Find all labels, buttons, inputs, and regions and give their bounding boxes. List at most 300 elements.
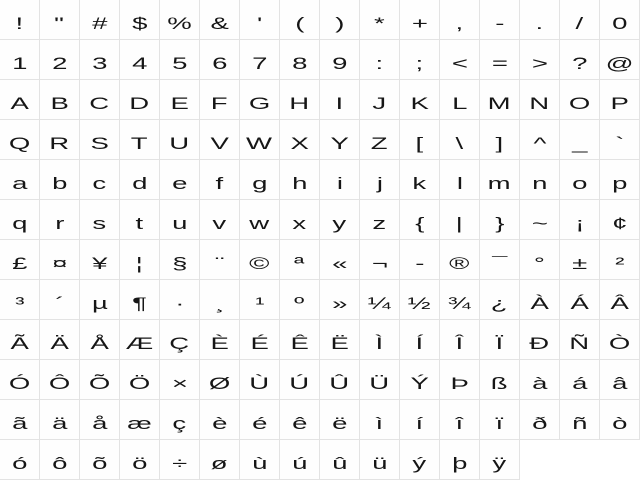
glyph-cell-r6-c6 <box>200 200 240 240</box>
glyph-cell-r5-c2 <box>40 160 80 200</box>
glyph-cell-r2-c14 <box>520 40 560 80</box>
glyph-character: Å <box>90 334 109 353</box>
glyph-cell-r10-c1 <box>0 360 40 400</box>
glyph-character: Y <box>330 134 349 153</box>
glyph-cell-r8-c14 <box>520 280 560 320</box>
glyph-character: ò <box>611 414 628 433</box>
glyph-cell-r4-c16 <box>600 120 640 160</box>
glyph-character: D <box>129 94 150 113</box>
glyph-character: . <box>535 14 544 33</box>
glyph-cell-r10-c6 <box>200 360 240 400</box>
glyph-character: d <box>131 174 148 193</box>
glyph-character: â <box>611 374 628 393</box>
glyph-cell-r9-c7 <box>240 320 280 360</box>
glyph-character: { <box>414 214 425 233</box>
glyph-character: h <box>291 174 308 193</box>
glyph-cell-r11-c1 <box>0 400 40 440</box>
glyph-character: e <box>171 174 188 193</box>
glyph-cell-r7-c2 <box>40 240 80 280</box>
glyph-cell-r5-c5 <box>160 160 200 200</box>
glyph-cell-r2-c5 <box>160 40 200 80</box>
glyph-cell-r9-c14 <box>520 320 560 360</box>
glyph-character: = <box>491 54 508 73</box>
glyph-cell-r8-c6 <box>200 280 240 320</box>
glyph-cell-r8-c11 <box>400 280 440 320</box>
glyph-character: r <box>54 214 65 233</box>
glyph-character: m <box>488 174 511 193</box>
glyph-cell-r11-c3 <box>80 400 120 440</box>
glyph-cell-r2-c15 <box>560 40 600 80</box>
glyph-cell-r4-c13 <box>480 120 520 160</box>
glyph-cell-r3-c5 <box>160 80 200 120</box>
glyph-character: « <box>331 254 348 273</box>
glyph-cell-r10-c5 <box>160 360 200 400</box>
glyph-cell-r8-c1 <box>0 280 40 320</box>
glyph-cell-r12-c1 <box>0 440 40 480</box>
glyph-cell-r3-c7 <box>240 80 280 120</box>
glyph-cell-r1-c3 <box>80 0 120 40</box>
glyph-character: ø <box>211 454 228 473</box>
glyph-character: # <box>91 14 108 33</box>
glyph-cell-r4-c2 <box>40 120 80 160</box>
glyph-cell-r5-c12 <box>440 160 480 200</box>
glyph-character: w <box>249 214 270 233</box>
glyph-character: ² <box>614 254 625 273</box>
glyph-cell-r6-c2 <box>40 200 80 240</box>
glyph-cell-r10-c14 <box>520 360 560 400</box>
glyph-character: Ã <box>10 334 29 353</box>
glyph-character: ± <box>571 254 588 273</box>
glyph-character: þ <box>451 454 468 473</box>
glyph-character: ß <box>491 374 508 393</box>
glyph-cell-r6-c3 <box>80 200 120 240</box>
glyph-cell-r3-c10 <box>360 80 400 120</box>
glyph-cell-r1-c15 <box>560 0 600 40</box>
glyph-cell-r8-c2 <box>40 280 80 320</box>
glyph-cell-r3-c4 <box>120 80 160 120</box>
glyph-cell-r5-c16 <box>600 160 640 200</box>
glyph-character: Ä <box>50 334 69 353</box>
glyph-cell-r6-c10 <box>360 200 400 240</box>
glyph-cell-r8-c13 <box>480 280 520 320</box>
glyph-cell-r8-c5 <box>160 280 200 320</box>
glyph-cell-r5-c15 <box>560 160 600 200</box>
glyph-character: T <box>131 134 148 153</box>
glyph-character: ÿ <box>492 454 507 473</box>
glyph-character: Þ <box>450 374 469 393</box>
glyph-cell-r8-c10 <box>360 280 400 320</box>
glyph-cell-r8-c4 <box>120 280 160 320</box>
glyph-character: E <box>170 94 189 113</box>
glyph-character: ^ <box>533 134 546 153</box>
glyph-cell-r5-c13 <box>480 160 520 200</box>
glyph-character: V <box>210 134 229 153</box>
glyph-character: ° <box>533 254 546 273</box>
glyph-cell-r2-c4 <box>120 40 160 80</box>
glyph-character: ê <box>291 414 308 433</box>
glyph-cell-r2-c2 <box>40 40 80 80</box>
glyph-character: ½ <box>408 294 431 313</box>
glyph-character: ç <box>172 414 187 433</box>
glyph-character: W <box>246 134 273 153</box>
glyph-character: ) <box>334 14 345 33</box>
glyph-character: § <box>171 254 188 273</box>
glyph-character: R <box>49 134 70 153</box>
glyph-character: ` <box>614 134 625 153</box>
glyph-cell-r9-c11 <box>400 320 440 360</box>
glyph-character: ] <box>495 134 504 153</box>
glyph-cell-r3-c14 <box>520 80 560 120</box>
glyph-cell-r1-c16 <box>600 0 640 40</box>
glyph-cell-r1-c10 <box>360 0 400 40</box>
glyph-cell-r12-c9 <box>320 440 360 480</box>
glyph-character: 1 <box>11 54 28 73</box>
glyph-cell-r8-c9 <box>320 280 360 320</box>
glyph-cell-r3-c15 <box>560 80 600 120</box>
glyph-character: ¥ <box>91 254 108 273</box>
glyph-cell-r9-c16 <box>600 320 640 360</box>
glyph-cell-r10-c12 <box>440 360 480 400</box>
glyph-character: l <box>456 174 463 193</box>
glyph-cell-r8-c8 <box>280 280 320 320</box>
glyph-character: o <box>571 174 588 193</box>
glyph-character: ³ <box>14 294 25 313</box>
glyph-character: ~ <box>531 214 548 233</box>
glyph-character: ý <box>412 454 427 473</box>
glyph-cell-r7-c1 <box>0 240 40 280</box>
glyph-cell-r12-c7 <box>240 440 280 480</box>
glyph-character: < <box>451 54 468 73</box>
glyph-cell-r7-c9 <box>320 240 360 280</box>
glyph-cell-r9-c6 <box>200 320 240 360</box>
glyph-cell-r1-c5 <box>160 0 200 40</box>
glyph-cell-r6-c1 <box>0 200 40 240</box>
glyph-character: _ <box>571 134 588 153</box>
glyph-cell-r5-c14 <box>520 160 560 200</box>
glyph-character: k <box>412 174 427 193</box>
glyph-character: | <box>455 214 464 233</box>
glyph-cell-r4-c12 <box>440 120 480 160</box>
glyph-character: ( <box>294 14 305 33</box>
glyph-cell-r5-c11 <box>400 160 440 200</box>
glyph-cell-r3-c6 <box>200 80 240 120</box>
glyph-character: ¶ <box>132 294 147 313</box>
glyph-character: ä <box>51 414 68 433</box>
glyph-character: Î <box>455 334 464 353</box>
glyph-cell-r9-c15 <box>560 320 600 360</box>
glyph-character: * <box>374 14 385 33</box>
glyph-cell-r9-c10 <box>360 320 400 360</box>
glyph-cell-r2-c11 <box>400 40 440 80</box>
glyph-character: u <box>171 214 188 233</box>
glyph-character: % <box>167 14 192 33</box>
glyph-character: æ <box>127 414 152 433</box>
glyph-cell-r11-c13 <box>480 400 520 440</box>
glyph-character: y <box>332 214 347 233</box>
glyph-cell-r1-c11 <box>400 0 440 40</box>
glyph-character: " <box>54 14 65 33</box>
glyph-cell-r3-c3 <box>80 80 120 120</box>
glyph-cell-r5-c6 <box>200 160 240 200</box>
glyph-character: : <box>375 54 384 73</box>
glyph-character: ü <box>371 454 388 473</box>
glyph-character: Ç <box>169 334 190 353</box>
glyph-cell-r9-c13 <box>480 320 520 360</box>
glyph-cell-r12-c8 <box>280 440 320 480</box>
glyph-character: · <box>174 294 185 313</box>
glyph-character: Í <box>415 334 424 353</box>
glyph-cell-r11-c4 <box>120 400 160 440</box>
glyph-cell-r2-c9 <box>320 40 360 80</box>
glyph-character: 2 <box>51 54 68 73</box>
glyph-cell-r1-c6 <box>200 0 240 40</box>
glyph-character: ñ <box>571 414 588 433</box>
glyph-cell-r4-c14 <box>520 120 560 160</box>
glyph-character: î <box>455 414 464 433</box>
glyph-cell-r10-c8 <box>280 360 320 400</box>
glyph-character: 7 <box>251 54 268 73</box>
glyph-character: f <box>215 174 224 193</box>
glyph-cell-r4-c3 <box>80 120 120 160</box>
glyph-cell-r12-c10 <box>360 440 400 480</box>
glyph-cell-r7-c13 <box>480 240 520 280</box>
glyph-cell-r1-c7 <box>240 0 280 40</box>
glyph-character: © <box>249 254 270 273</box>
glyph-character: å <box>91 414 108 433</box>
glyph-character: > <box>531 54 548 73</box>
glyph-cell-r8-c16 <box>600 280 640 320</box>
glyph-cell-r4-c4 <box>120 120 160 160</box>
glyph-character: É <box>250 334 269 353</box>
glyph-character: º <box>294 294 305 313</box>
glyph-cell-r11-c7 <box>240 400 280 440</box>
glyph-character: O <box>568 94 591 113</box>
glyph-character: ! <box>15 14 24 33</box>
glyph-character: ¯ <box>491 254 508 273</box>
glyph-cell-r2-c16 <box>600 40 640 80</box>
glyph-cell-r10-c16 <box>600 360 640 400</box>
glyph-cell-r1-c2 <box>40 0 80 40</box>
glyph-cell-r12-c6 <box>200 440 240 480</box>
glyph-character: ¨ <box>214 254 225 273</box>
glyph-cell-r6-c4 <box>120 200 160 240</box>
glyph-cell-r7-c12 <box>440 240 480 280</box>
glyph-character: a <box>11 174 28 193</box>
glyph-character: J <box>372 94 387 113</box>
glyph-character: è <box>211 414 228 433</box>
glyph-cell-r7-c3 <box>80 240 120 280</box>
glyph-character: B <box>50 94 69 113</box>
glyph-cell-r4-c6 <box>200 120 240 160</box>
glyph-character: ¦ <box>135 254 144 273</box>
glyph-character: À <box>530 294 549 313</box>
glyph-cell-r7-c16 <box>600 240 640 280</box>
glyph-cell-r9-c5 <box>160 320 200 360</box>
glyph-cell-r6-c15 <box>560 200 600 240</box>
glyph-character: Ø <box>208 374 231 393</box>
glyph-cell-r7-c11 <box>400 240 440 280</box>
glyph-character: Ò <box>608 334 631 353</box>
glyph-cell-r12-c12 <box>440 440 480 480</box>
glyph-cell-r3-c8 <box>280 80 320 120</box>
glyph-character: Æ <box>125 334 154 353</box>
glyph-character: Ê <box>290 334 309 353</box>
glyph-character: Û <box>329 374 350 393</box>
glyph-character: M <box>488 94 511 113</box>
glyph-character: C <box>89 94 110 113</box>
glyph-character: Õ <box>88 374 111 393</box>
glyph-cell-r6-c16 <box>600 200 640 240</box>
glyph-character: Ý <box>410 374 429 393</box>
glyph-cell-r6-c12 <box>440 200 480 240</box>
glyph-cell-r4-c9 <box>320 120 360 160</box>
glyph-character: 6 <box>211 54 228 73</box>
glyph-cell-r1-c12 <box>440 0 480 40</box>
glyph-character: ì <box>375 414 384 433</box>
glyph-cell-r10-c9 <box>320 360 360 400</box>
glyph-cell-r6-c11 <box>400 200 440 240</box>
glyph-cell-r2-c6 <box>200 40 240 80</box>
glyph-character: µ <box>91 294 108 313</box>
glyph-cell-r3-c11 <box>400 80 440 120</box>
glyph-character: ; <box>415 54 424 73</box>
glyph-cell-r10-c15 <box>560 360 600 400</box>
glyph-character: Ô <box>48 374 71 393</box>
glyph-character: à <box>531 374 548 393</box>
glyph-character: û <box>331 454 348 473</box>
glyph-cell-r1-c1 <box>0 0 40 40</box>
glyph-cell-r7-c7 <box>240 240 280 280</box>
glyph-cell-r12-c2 <box>40 440 80 480</box>
glyph-cell-r11-c11 <box>400 400 440 440</box>
glyph-cell-r9-c3 <box>80 320 120 360</box>
glyph-character: Ó <box>8 374 31 393</box>
glyph-character: ¡ <box>574 214 585 233</box>
glyph-cell-r10-c7 <box>240 360 280 400</box>
glyph-cell-r7-c15 <box>560 240 600 280</box>
glyph-character: t <box>135 214 144 233</box>
glyph-cell-r3-c1 <box>0 80 40 120</box>
glyph-cell-r11-c14 <box>520 400 560 440</box>
glyph-character: ó <box>11 454 28 473</box>
glyph-cell-r11-c8 <box>280 400 320 440</box>
glyph-character: ¸ <box>214 294 225 313</box>
glyph-character: - <box>494 14 505 33</box>
glyph-cell-r11-c5 <box>160 400 200 440</box>
glyph-cell-r2-c13 <box>480 40 520 80</box>
glyph-cell-r11-c10 <box>360 400 400 440</box>
glyph-cell-r10-c11 <box>400 360 440 400</box>
glyph-character: ª <box>294 254 305 273</box>
glyph-character: ú <box>291 454 308 473</box>
glyph-cell-r9-c8 <box>280 320 320 360</box>
glyph-cell-r6-c14 <box>520 200 560 240</box>
glyph-cell-r2-c1 <box>0 40 40 80</box>
glyph-cell-r3-c2 <box>40 80 80 120</box>
glyph-character: A <box>10 94 29 113</box>
glyph-character: » <box>331 294 348 313</box>
glyph-cell-r5-c9 <box>320 160 360 200</box>
glyph-cell-r6-c13 <box>480 200 520 240</box>
glyph-character: s <box>92 214 107 233</box>
glyph-character: U <box>169 134 190 153</box>
glyph-character: Ö <box>128 374 151 393</box>
glyph-character: Q <box>8 134 31 153</box>
glyph-cell-r5-c10 <box>360 160 400 200</box>
glyph-character: N <box>529 94 550 113</box>
glyph-character: I <box>335 94 344 113</box>
glyph-cell-r7-c10 <box>360 240 400 280</box>
glyph-cell-r9-c12 <box>440 320 480 360</box>
glyph-cell-r9-c4 <box>120 320 160 360</box>
glyph-character: 5 <box>171 54 188 73</box>
glyph-character: 8 <box>291 54 308 73</box>
glyph-character: ¾ <box>448 294 471 313</box>
glyph-cell-r5-c3 <box>80 160 120 200</box>
glyph-cell-r6-c5 <box>160 200 200 240</box>
glyph-character: L <box>451 94 468 113</box>
glyph-character: \ <box>455 134 464 153</box>
glyph-character: í <box>415 414 424 433</box>
glyph-cell-r12-c4 <box>120 440 160 480</box>
glyph-character: Â <box>610 294 629 313</box>
glyph-cell-r2-c10 <box>360 40 400 80</box>
glyph-cell-r11-c15 <box>560 400 600 440</box>
glyph-cell-r7-c4 <box>120 240 160 280</box>
glyph-cell-r8-c3 <box>80 280 120 320</box>
glyph-cell-r2-c7 <box>240 40 280 80</box>
glyph-character: £ <box>11 254 28 273</box>
glyph-cell-r7-c5 <box>160 240 200 280</box>
glyph-cell-r6-c8 <box>280 200 320 240</box>
glyph-character: 4 <box>131 54 148 73</box>
glyph-character: 9 <box>331 54 348 73</box>
glyph-character: ¼ <box>368 294 391 313</box>
glyph-character: ï <box>495 414 504 433</box>
glyph-character: ë <box>331 414 348 433</box>
glyph-cell-r4-c1 <box>0 120 40 160</box>
glyph-character: È <box>210 334 229 353</box>
glyph-cell-r2-c8 <box>280 40 320 80</box>
glyph-character: j <box>376 174 383 193</box>
glyph-character: ? <box>571 54 588 73</box>
glyph-character: ù <box>251 454 268 473</box>
glyph-cell-r3-c13 <box>480 80 520 120</box>
glyph-cell-r2-c12 <box>440 40 480 80</box>
glyph-cell-r3-c9 <box>320 80 360 120</box>
glyph-character: õ <box>91 454 108 473</box>
glyph-cell-r12-c3 <box>80 440 120 480</box>
glyph-character: b <box>51 174 68 193</box>
glyph-character: Á <box>570 294 589 313</box>
glyph-cell-r5-c4 <box>120 160 160 200</box>
glyph-character: ö <box>131 454 148 473</box>
glyph-cell-r12-c5 <box>160 440 200 480</box>
glyph-character: Z <box>371 134 388 153</box>
glyph-cell-r4-c10 <box>360 120 400 160</box>
glyph-character: } <box>494 214 505 233</box>
glyph-character: 0 <box>611 14 628 33</box>
glyph-cell-r4-c8 <box>280 120 320 160</box>
glyph-character: ð <box>531 414 548 433</box>
glyph-character: & <box>210 14 229 33</box>
glyph-character: Ú <box>289 374 310 393</box>
glyph-cell-r12-c13 <box>480 440 520 480</box>
glyph-cell-r1-c4 <box>120 0 160 40</box>
glyph-cell-r8-c15 <box>560 280 600 320</box>
glyph-character: Ñ <box>569 334 590 353</box>
glyph-cell-r9-c1 <box>0 320 40 360</box>
